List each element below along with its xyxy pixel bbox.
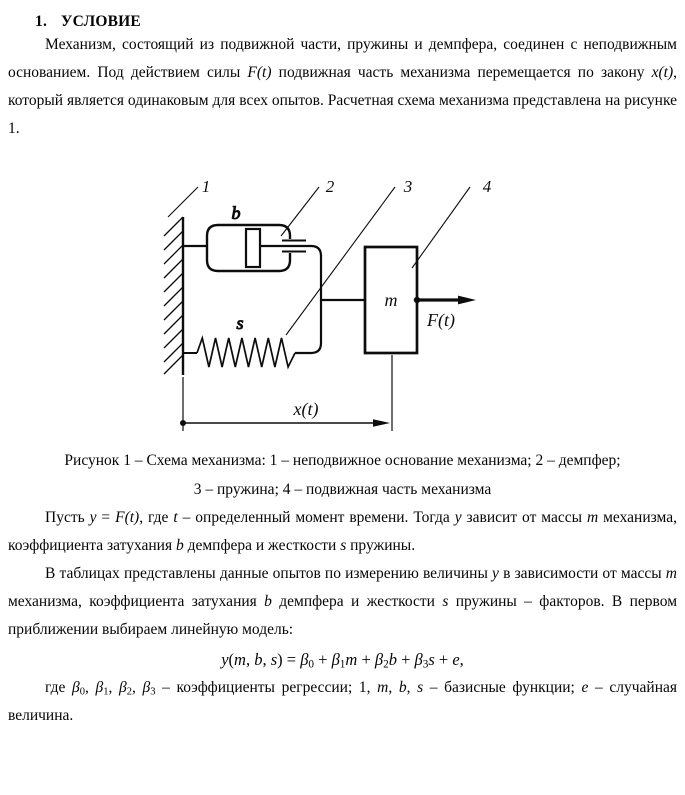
spring-coil: [197, 338, 295, 367]
damper-piston: [246, 229, 260, 267]
displacement-dimension: [180, 355, 392, 431]
figure-caption: [8, 446, 677, 504]
wall-hatching: [164, 217, 183, 374]
leader-2: [281, 187, 319, 236]
regression-formula: y(m, b, s) = β0 + β1m + β2b + β3s + e,: [221, 650, 464, 671]
paragraph-coefficients: где β0, β1, β2, β3 – коэффициенты регрессии; 1, m, b, s – базисные функции; e – случайная величина.: [8, 679, 677, 724]
paragraph-intro: Механизм, состоящий из подвижной части, пружины и демпфера, соединен с неподвижным основанием. Под действием силы F(t) подвижная часть механизма перемещается по закону x(t), который является одинаковым для всех опытов. Расчетная схема механизма представлена на рисунке 1.: [8, 36, 677, 137]
force-arrowhead: [458, 296, 476, 305]
document-page: [0, 12, 685, 730]
mechanism-diagram: [140, 165, 500, 440]
callout-1-label: 1: [201, 177, 211, 196]
mass-block: [365, 247, 417, 353]
figure-caption-line1: Рисунок 1 – Схема механизма: 1 – неподвижное основание механизма; 2 – демпфер;: [64, 452, 621, 469]
callout-2-label: 2: [325, 177, 335, 196]
spring: [183, 313, 295, 367]
callout-3-label: 3: [403, 177, 413, 196]
damper-label: b: [231, 203, 241, 223]
force-label: F(t): [427, 310, 455, 330]
leader-4: [412, 187, 470, 268]
fixed-base-wall: [164, 217, 183, 375]
force-arrow: [414, 296, 476, 331]
mass-label: m: [384, 290, 398, 310]
section-heading: [35, 12, 677, 31]
displacement-label: x(t): [293, 399, 319, 419]
paragraph-tables: В таблицах представлены данные опытов по измерению величины y в зависимости от массы m механизма, коэффициента затухания b демпфера и жесткости s пружины – факторов. В первом приближении выбираем линейную модель:: [8, 565, 678, 638]
section-title: УСЛОВИЕ: [61, 13, 141, 30]
callout-4-label: 4: [482, 177, 492, 196]
leader-1: [168, 187, 198, 217]
spring-label: s: [236, 313, 244, 333]
section-number: 1.: [35, 13, 48, 30]
paragraph-let-y: Пусть y = F(t), где t – определенный момент времени. Тогда y зависит от массы m механизма, коэффициента затухания b демпфера и жесткости s пружины.: [8, 509, 677, 554]
dimension-arrowhead: [373, 419, 390, 427]
damper: [183, 203, 321, 353]
figure-caption-line2: 3 – пружина; 4 – подвижная часть механизма: [193, 481, 492, 498]
